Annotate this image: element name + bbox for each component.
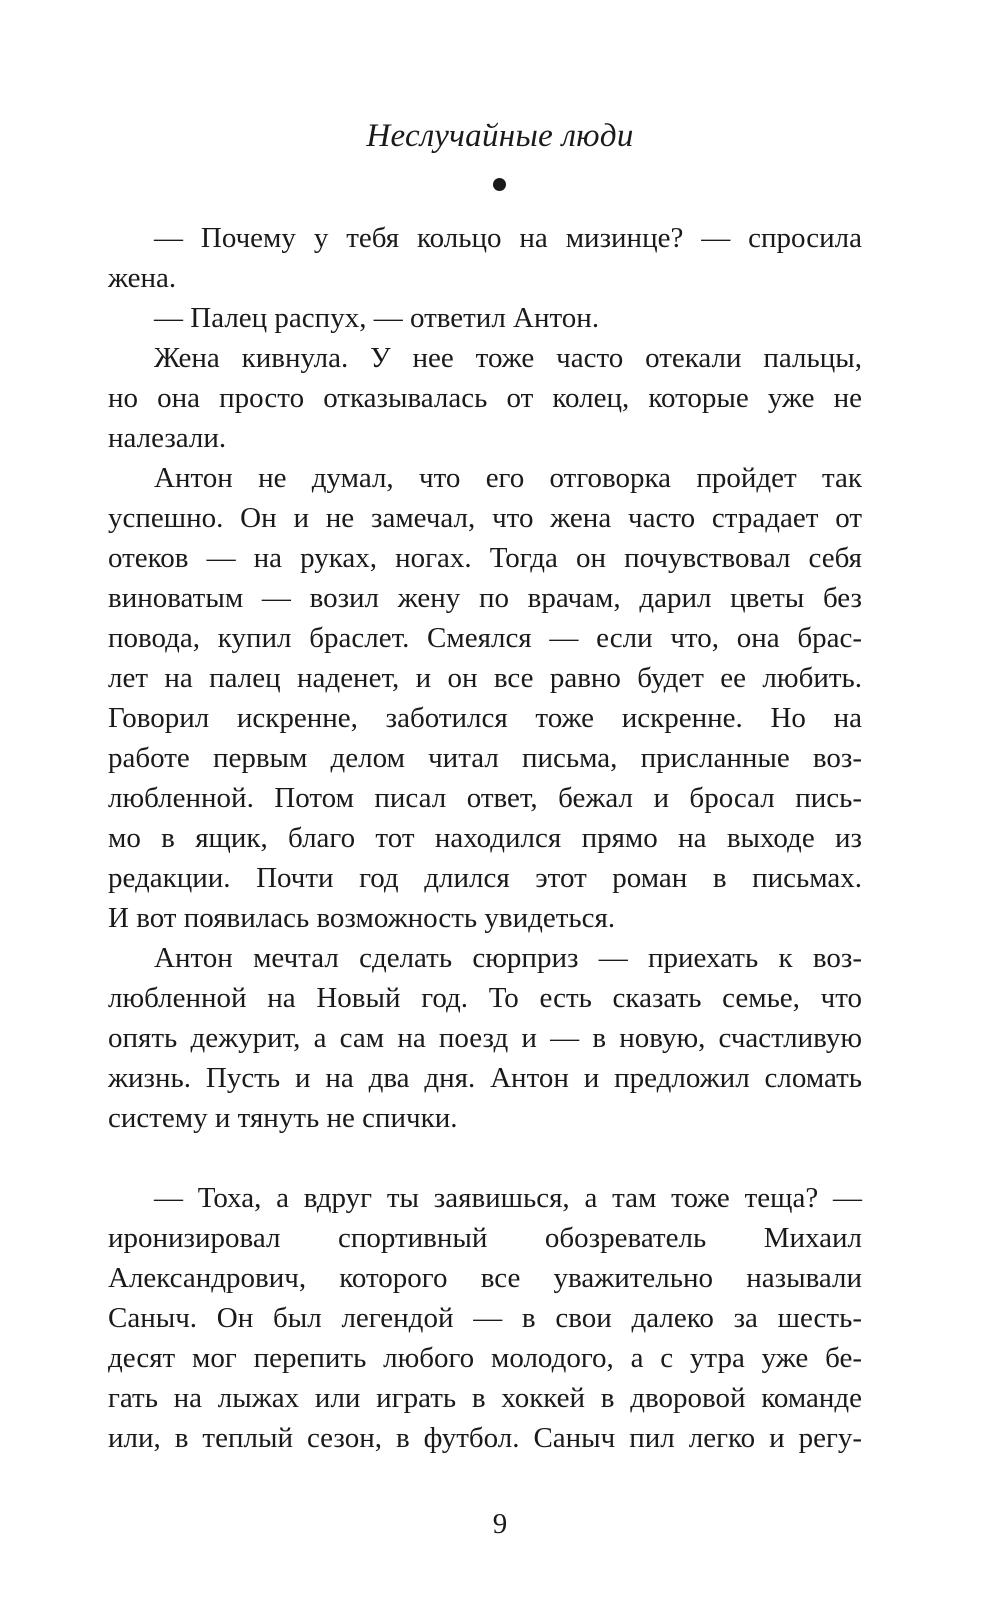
text-line: Антон не думал, что его отговорка пройдет так: [154, 462, 862, 494]
text-line: Александрович, которого все уважительно называли: [108, 1262, 862, 1294]
text-line: гать на лыжах или играть в хоккей в дворовой команде: [108, 1382, 862, 1414]
text-line: И вот появилась возможность увидеться.: [108, 902, 616, 934]
page-number: 9: [492, 1508, 508, 1540]
text-line: — Тоха, а вдруг ты заявишься, а там тоже теща? —: [154, 1182, 862, 1214]
body-text: [108, 218, 862, 1458]
paragraph: [108, 458, 862, 938]
text-line: Саныч. Он был легендой — в свои далеко за шесть-: [108, 1302, 862, 1334]
bullet-ornament: [493, 178, 506, 191]
text-line: лет на палец наденет, и он все равно будет ее любить.: [108, 662, 862, 694]
text-line: работе первым делом читал письма, присланные воз-: [108, 742, 862, 774]
text-line: отеков — на руках, ногах. Тогда он почувствовал себя: [108, 542, 862, 574]
text-line: редакции. Почти год длился этот роман в письмах.: [108, 862, 862, 894]
paragraph: [108, 218, 862, 298]
text-line: но она просто отказывалась от колец, которые уже не: [108, 382, 862, 414]
paragraph: [108, 1178, 862, 1458]
text-line: жена.: [108, 262, 177, 294]
text-line: десят мог перепить любого молодого, а с утра уже бе-: [108, 1342, 862, 1374]
text-line: систему и тянуть не спички.: [108, 1102, 458, 1134]
text-line: виноватым — возил жену по врачам, дарил цветы без: [108, 582, 862, 614]
paragraph: [108, 298, 862, 338]
text-line: Антон мечтал сделать сюрприз — приехать к воз-: [154, 942, 862, 974]
text-line: налезали.: [108, 422, 227, 454]
paragraph: [108, 938, 862, 1138]
text-line: мо в ящик, благо тот находился прямо на выходе из: [108, 822, 862, 854]
text-line: — Почему у тебя кольцо на мизинце? — спросила: [154, 222, 862, 254]
text-line: или, в теплый сезон, в футбол. Саныч пил легко и регу-: [108, 1422, 862, 1454]
text-line: успешно. Он и не замечал, что жена часто страдает от: [108, 502, 862, 534]
section-break: [108, 1138, 862, 1178]
text-line: Жена кивнула. У нее тоже часто отекали пальцы,: [154, 342, 862, 374]
text-line: — Палец распух, — ответил Антон.: [154, 302, 600, 334]
text-line: любленной на Новый год. То есть сказать семье, что: [108, 982, 862, 1014]
paragraph: [108, 338, 862, 458]
text-line: Говорил искренне, заботился тоже искренне. Но на: [108, 702, 862, 734]
text-line: иронизировал спортивный обозреватель Михаил: [108, 1222, 862, 1254]
text-line: повода, купил браслет. Смеялся — если что, она брас-: [108, 622, 862, 654]
text-line: опять дежурит, а сам на поезд и — в новую, счастливую: [108, 1022, 862, 1054]
running-title: Неслучайные люди: [366, 118, 634, 154]
text-line: любленной. Потом писал ответ, бежал и бросал пись-: [108, 782, 862, 814]
text-line: жизнь. Пусть и на два дня. Антон и предложил сломать: [108, 1062, 862, 1094]
